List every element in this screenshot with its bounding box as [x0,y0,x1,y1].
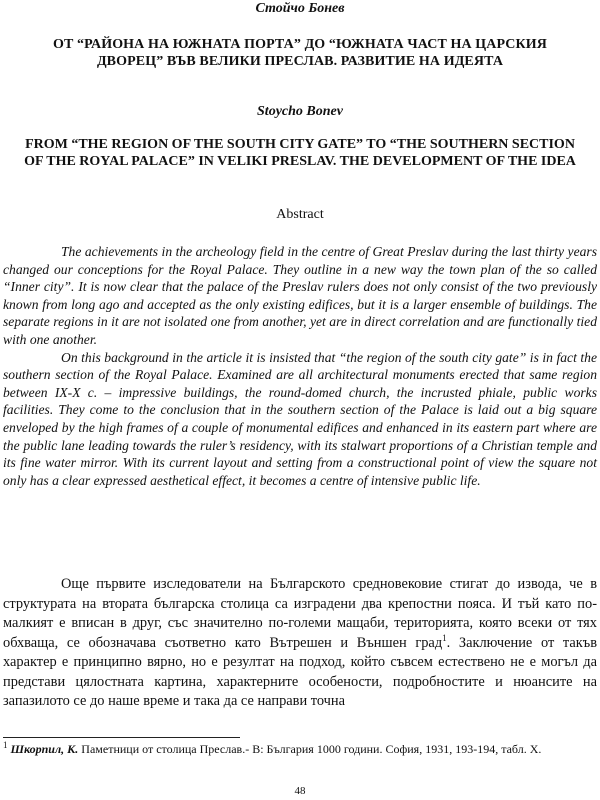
abstract-paragraph-2: On this background in the article it is insisted that “the region of the south city gate” is in fact the southern section of the Royal Palace. Examined are all architectural monuments erected that same region between IX-X c. – impressive buildings, the round-domed church, the incrusted phiale, public works facilities. They come to the conclusion that in the southern section of the Palace is laid out a big square enveloped by the high frames of a couple of monumental edifices and enhanced in its eastern part where are the public lane leading towards the ruler’s residency, with its stalwart proportions of a Christian temple and its fine water mirror. With its current layout and setting from a constructional point of view the square not only has a clear expressed aesthetical effect, it becomes a centre of intensive public life. [3,349,597,488]
footnote-text: Паметници от столица Преслав.- В: България 1000 години. София, 1931, 193-194, табл. Х. [78,742,542,756]
footnote [3,741,597,757]
footnote-divider [3,737,240,738]
page-number: 48 [294,785,306,797]
author-name-bulgarian: Стойчо Бонев [255,1,345,16]
body-paragraph-1 [3,575,597,712]
body-text-part-1: Още първите изследователи на Българското средновековие стигат до извода, че в структурата на втората българска столица са изградени два крепостни пояса. И тъй като по-малкият е вписан в друг, със значително по-големи мащаби, територията, която всеки от тях обхваща, се обозначава съответно като Вътрешен и Външен град [3,576,597,651]
footnote-number: 1 [3,740,8,750]
title-english: FROM “THE REGION OF THE SOUTH CITY GATE” TO “THE SOUTHERN SECTION OF THE ROYAL PALACE” IN VELIKI PRESLAV. THE DEVELOPMENT OF THE IDEA [24,137,576,169]
abstract-heading: Abstract [276,207,324,222]
abstract-body [3,243,597,489]
footnote-reference[interactable]: 1 [442,632,447,643]
title-bulgarian: ОТ “РАЙОНА НА ЮЖНАТА ПОРТА” ДО “ЮЖНАТА ЧАСТ НА ЦАРСКИЯ ДВОРЕЦ” ВЪВ ВЕЛИКИ ПРЕСЛАВ. РАЗВИТИЕ НА ИДЕЯТА [53,37,547,69]
body-text [3,575,597,712]
author-name-english: Stoycho Bonev [257,104,343,119]
abstract-paragraph-1: The achievements in the archeology field in the centre of Great Preslav during the last thirty years changed our conceptions for the Royal Palace. They outline in a new way the town plan of the so called “Inner city”. It is now clear that the palace of the Preslav rulers does not only consist of the two previously known from long ago and accepted as the only existing edifices, but it is a larger ensemble of buildings. The separate regions in it are not isolated one from another, yet are in direct correlation and are functionally tied with one another. [3,244,597,347]
footnote-author: Шкорпил, К. [10,742,79,756]
body-text-part-2: . Заключение от такъв характер е принципно вярно, но е резултат на подход, който съвсем естествено не е могъл да представи цялостната картина, характерните особености, подробностите и нюансите на запазилото се до наше време и така да се направи точна [3,634,597,709]
